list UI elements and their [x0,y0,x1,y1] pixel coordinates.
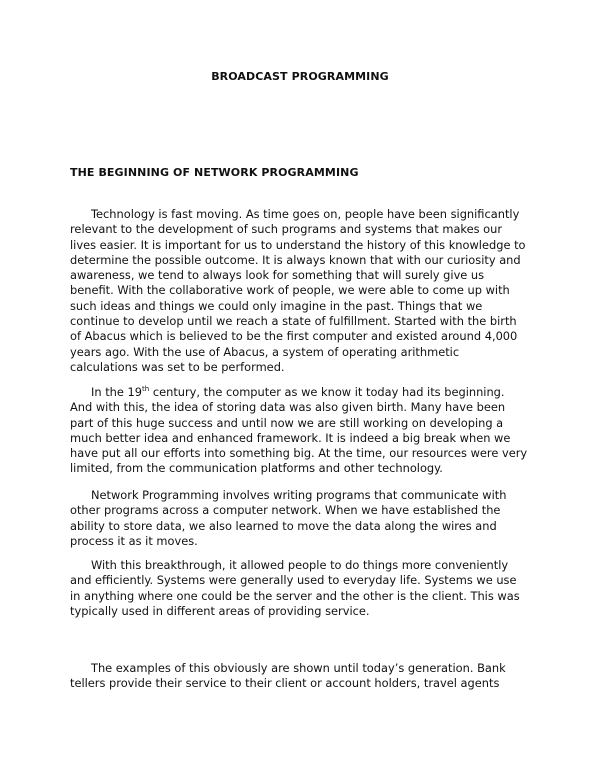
paragraph-text-after-superscript: century, the computer as we know it today had its beginning. And with this, the idea of storing data was also given birth. Many have been part of this huge success and until now we are still working on developing a much better idea and enhanced framework. It is indeed a big break when we have put all our efforts into something big. At the time, our resources were very limited, from the communication platforms and other technology. [70,385,528,476]
paragraph-breakthrough: With this breakthrough, it allowed people to do things more conveniently and efficiently. Systems were generally used to everyday life. Systems we use in anything where one could be the server and the other is the client. This was typically used in different areas of providing service. [70,558,520,618]
section-heading: THE BEGINNING OF NETWORK PROGRAMMING [70,166,359,179]
paragraph-text-before-superscript: In the 19 [91,385,143,399]
paragraph-19th-century [70,385,530,477]
paragraph-technology: Technology is fast moving. As time goes on, people have been significantly relevant to the development of such programs and systems that makes our lives easier. It is important for us to understand the history of this knowledge to determine the possible outcome. It is always known that with our curiosity and awareness, we tend to always look for something that will surely give us benefit. With the collaborative work of people, we were able to come up with such ideas and things we could only imagine in the past. Things that we continue to develop until we reach a state of fulfillment. Started with the birth of Abacus which is believed to be the first computer and existed around 4,000 years ago. With the use of Abacus, a system of operating arithmetic calculations was set to be performed. [70,207,526,374]
ordinal-superscript: th [142,385,150,394]
paragraph-examples: The examples of this obviously are shown until today’s generation. Bank tellers provide their service to their client or account holders, travel agents [70,661,506,691]
document-title: BROADCAST PROGRAMMING [211,70,389,83]
paragraph-network-programming: Network Programming involves writing programs that communicate with other programs across a computer network. When we have established the ability to store data, we also learned to move the data along the wires and process it as it moves. [70,488,507,548]
